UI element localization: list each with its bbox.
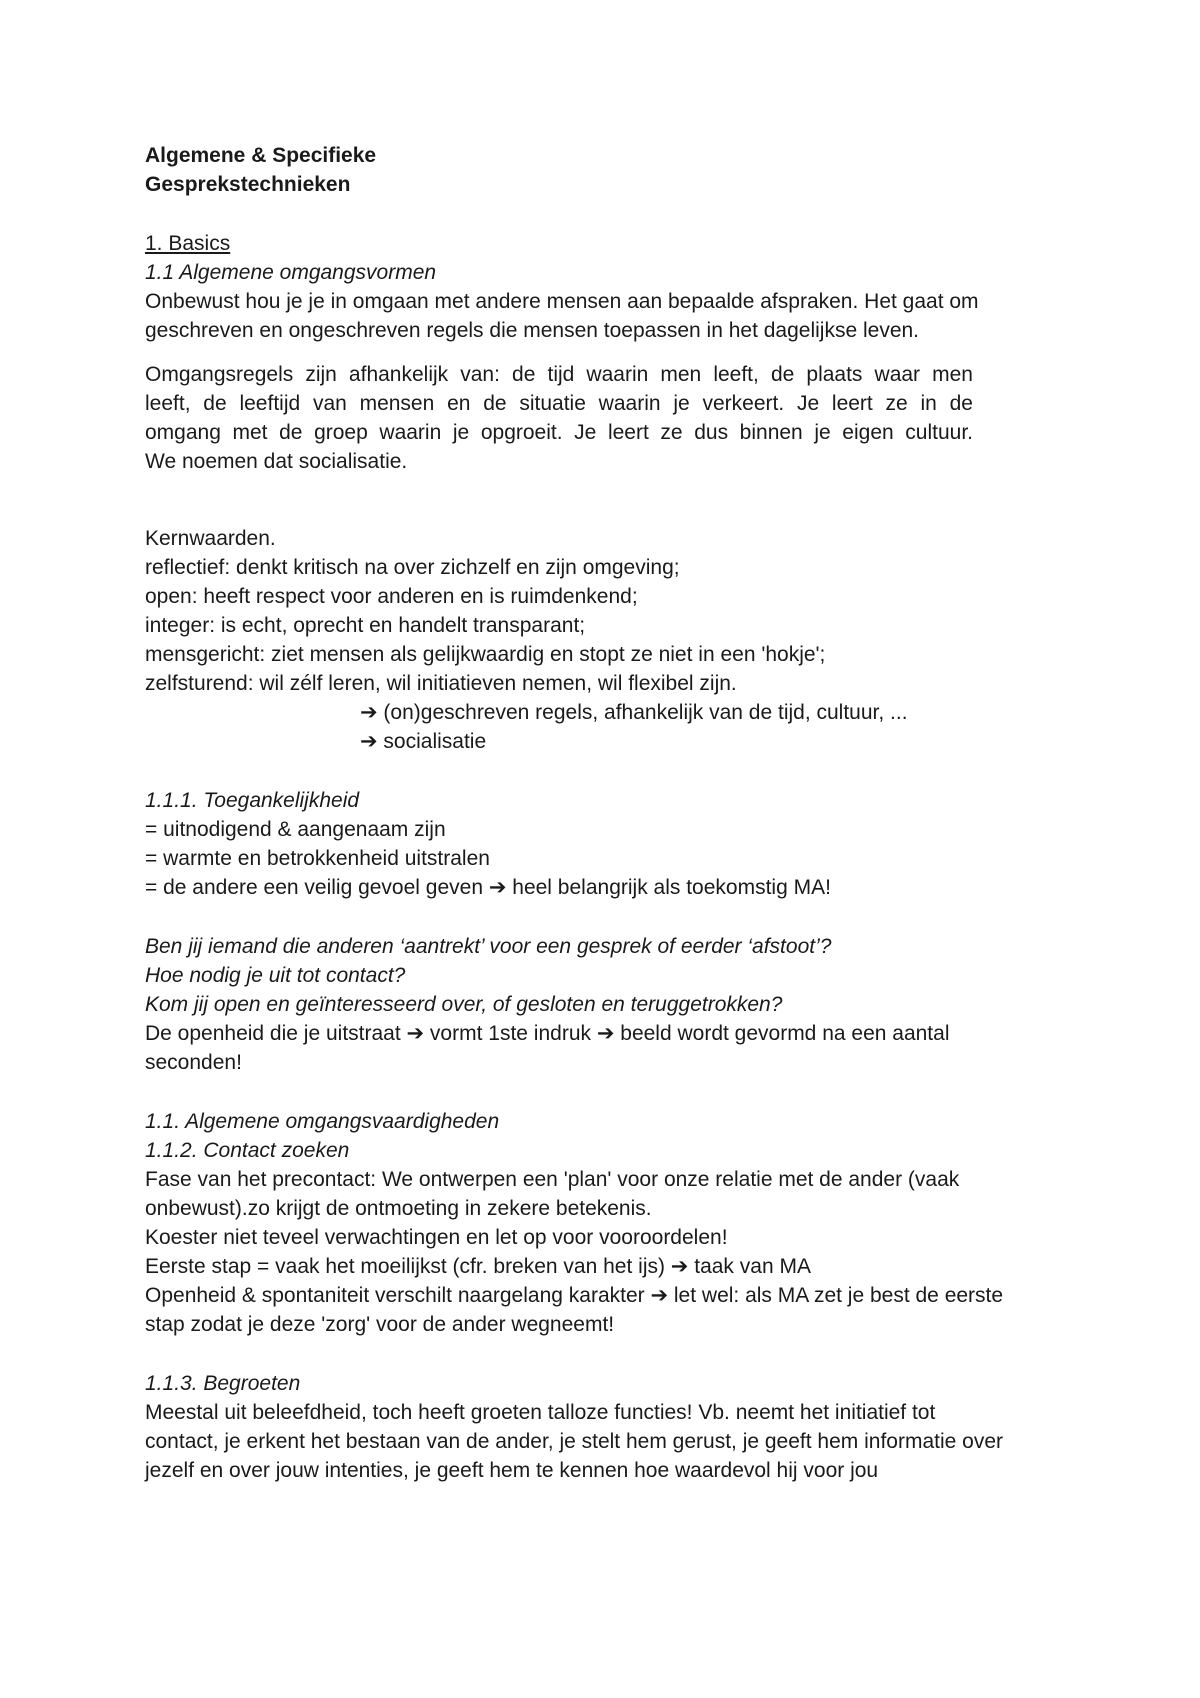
kernwaarde-item: integer: is echt, oprecht en handelt transparant;: [145, 614, 586, 637]
kernwaarde-item: open: heeft respect voor anderen en is ruimdenkend;: [145, 585, 638, 608]
kernwaarde-item: zelfsturend: wil zélf leren, wil initiatieven nemen, wil flexibel zijn.: [145, 672, 737, 695]
subsection-heading-omgangsvormen: 1.1 Algemene omgangsvormen: [145, 261, 437, 284]
question-line: Hoe nodig je uit tot contact?: [145, 964, 406, 987]
title-line-1: Algemene & Specifieke: [145, 144, 377, 167]
subsection-heading-toegankelijkheid: 1.1.1. Toegankelijkheid: [145, 789, 360, 812]
paragraph-line: omgang met de groep waarin je opgroeit. Je leert ze dus binnen je eigen cultuur.: [145, 421, 973, 444]
paragraph-line: Koester niet teveel verwachtingen en let op voor vooroordelen!: [145, 1226, 728, 1249]
paragraph-line: seconden!: [145, 1051, 242, 1074]
kernwaarde-item: reflectief: denkt kritisch na over zichzelf en zijn omgeving;: [145, 556, 680, 579]
arrow-note: ➔ (on)geschreven regels, afhankelijk van de tijd, cultuur, ...: [360, 701, 908, 724]
title-line-2: Gesprekstechnieken: [145, 173, 351, 196]
question-line: Ben jij iemand die anderen ‘aantrekt’ voor een gesprek of eerder ‘afstoot’?: [145, 935, 832, 958]
paragraph-line: Openheid & spontaniteit verschilt naargelang karakter ➔ let wel: als MA zet je best de eerste: [145, 1284, 1004, 1307]
paragraph-line: stap zodat je deze 'zorg' voor de ander wegneemt!: [145, 1313, 615, 1336]
definition-line: = warmte en betrokkenheid uitstralen: [145, 847, 490, 870]
paragraph-line: Omgangsregels zijn afhankelijk van: de tijd waarin men leeft, de plaats waar men: [145, 363, 973, 386]
subsection-heading-vaardigheden: 1.1. Algemene omgangsvaardigheden: [145, 1110, 500, 1133]
definition-line: = uitnodigend & aangenaam zijn: [145, 818, 446, 841]
paragraph-line: We noemen dat socialisatie.: [145, 450, 408, 473]
kernwaarden-heading: Kernwaarden.: [145, 527, 276, 550]
subsection-heading-contact: 1.1.2. Contact zoeken: [145, 1139, 350, 1162]
kernwaarde-item: mensgericht: ziet mensen als gelijkwaardig en stopt ze niet in een 'hokje';: [145, 643, 826, 666]
paragraph-line: Fase van het precontact: We ontwerpen een 'plan' voor onze relatie met de ander (vaak: [145, 1168, 960, 1191]
question-line: Kom jij open en geïnteresseerd over, of gesloten en teruggetrokken?: [145, 993, 783, 1016]
paragraph-line: Onbewust hou je je in omgaan met andere mensen aan bepaalde afspraken. Het gaat om: [145, 290, 979, 313]
paragraph-line: leeft, de leeftijd van mensen en de situatie waarin je verkeert. Je leert ze in de: [145, 392, 973, 415]
paragraph-line: contact, je erkent het bestaan van de ander, je stelt hem gerust, je geeft hem informatie over: [145, 1430, 1003, 1453]
paragraph-line: onbewust).zo krijgt de ontmoeting in zekere betekenis.: [145, 1197, 652, 1220]
paragraph-line: Meestal uit beleefdheid, toch heeft groeten talloze functies! Vb. neemt het initiatief tot: [145, 1401, 936, 1424]
paragraph-line: jezelf en over jouw intenties, je geeft hem te kennen hoe waardevol hij voor jou: [145, 1459, 879, 1482]
subsection-heading-begroeten: 1.1.3. Begroeten: [145, 1372, 301, 1395]
paragraph-line: De openheid die je uitstraat ➔ vormt 1ste indruk ➔ beeld wordt gevormd na een aantal: [145, 1022, 950, 1045]
paragraph-line: Eerste stap = vaak het moeilijkst (cfr. breken van het ijs) ➔ taak van MA: [145, 1255, 811, 1278]
section-heading-basics: 1. Basics: [145, 232, 231, 255]
arrow-note: ➔ socialisatie: [360, 730, 487, 753]
paragraph-line: geschreven en ongeschreven regels die mensen toepassen in het dagelijkse leven.: [145, 319, 920, 342]
definition-line: = de andere een veilig gevoel geven ➔ heel belangrijk als toekomstig MA!: [145, 876, 831, 899]
